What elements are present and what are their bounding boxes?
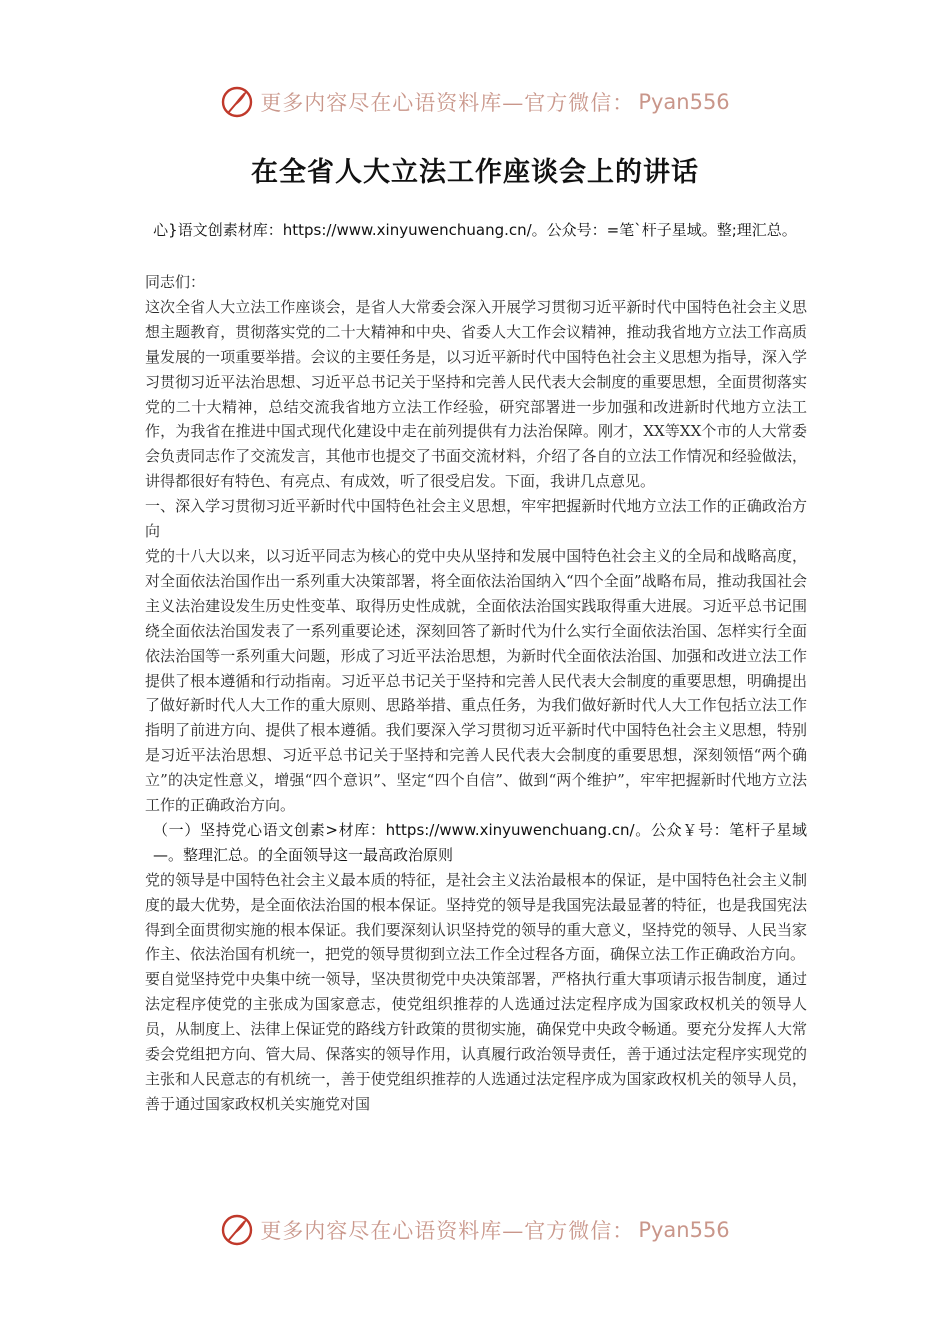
section-heading: 一、深入学习贯彻习近平新时代中国特色社会主义思想，牢牢把握新时代地方立法工作的正确政治方向	[145, 497, 807, 541]
banner-wechat-id: Pyan556	[638, 90, 730, 114]
banner-text: 更多内容尽在心语资料库—官方微信：	[260, 1219, 635, 1243]
paragraph: 党的领导是中国特色社会主义最本质的特征，是社会主义法治最根本的保证，是中国特色社会主义制度的最大优势，是全面依法治国的根本保证。坚持党的领导是我国宪法最显著的特征，也是我国宪法得到全面贯彻实施的根本保证。我们要深刻认识坚持党的领导的重大意义，坚持党的领导、人民当家作主、依法治国有机统一，把党的领导贯彻到立法工作全过程各方面，确保立法工作正确政治方向。	[145, 870, 807, 964]
footer-banner	[0, 1210, 950, 1250]
feather-logo-icon	[220, 85, 254, 119]
paragraph: 要自觉坚持党中央集中统一领导，坚决贯彻党中央决策部署，严格执行重大事项请示报告制度，通过法定程序使党的主张成为国家意志，使党组织推荐的人选通过法定程序成为国家政权机关的领导人员，从制度上、法律上保证党的路线方针政策的贯彻实施，确保党中央政令畅通。要充分发挥人大常委会党组把方向、管大局、保落实的领导作用，认真履行政治领导责任，善于通过法定程序实现党的主张和人民意志的有机统一，善于使党组织推荐的人选通过法定程序成为国家政权机关的领导人员，善于通过国家政权机关实施党对国	[145, 970, 807, 1113]
paragraph: 这次全省人大立法工作座谈会，是省人大常委会深入开展学习贯彻习近平新时代中国特色社会主义思想主题教育，贯彻落实党的二十大精神和中央、省委人大工作会议精神，推动我省地方立法工作高质量发展的一项重要举措。会议的主要任务是，以习近平新时代中国特色社会主义思想为指导，深入学习贯彻习近平法治思想、习近平总书记关于坚持和完善人民代表大会制度的重要思想，全面贯彻落实党的二十大精神，总结交流我省地方立法工作经验，研究部署进一步加强和改进新时代地方立法工作，为我省在推进中国式现代化建设中走在前列提供有力法治保障。刚才，XX等XX个市的人大常委会负责同志作了交流发言，其他市也提交了书面交流材料，介绍了各自的立法工作情况和经验做法，讲得都很好有特色、有亮点、有成效，听了很受启发。下面，我讲几点意见。	[145, 297, 807, 491]
page-title: 在全省人大立法工作座谈会上的讲话	[251, 157, 699, 188]
banner-wechat-id: Pyan556	[638, 1218, 730, 1242]
banner-text: 更多内容尽在心语资料库—官方微信：	[260, 91, 635, 115]
document-body	[145, 270, 807, 1117]
source-note: 心}语文创素材库：https://www.xinyuwenchuang.cn/。公众号：=笔`杆子星域。整;理汇总。	[153, 221, 797, 239]
subsection-heading: （一）坚持党心语文创素>材库：https://www.xinyuwenchuang.cn/。公众￥号：笔杆子星域—。整理汇总。的全面领导这一最高政治原则	[153, 820, 807, 864]
salutation: 同志们：	[145, 273, 206, 291]
header-banner	[0, 82, 950, 122]
feather-logo-icon	[220, 1213, 254, 1247]
paragraph: 党的十八大以来，以习近平同志为核心的党中央从坚持和发展中国特色社会主义的全局和战略高度，对全面依法治国作出一系列重大决策部署，将全面依法治国纳入“四个全面”战略布局，推动我国社会主义法治建设发生历史性变革、取得历史性成就，全面依法治国实践取得重大进展。习近平总书记围绕全面依法治国发表了一系列重要论述，深刻回答了新时代为什么实行全面依法治国、怎样实行全面依法治国等一系列重大问题，形成了习近平法治思想，为新时代全面依法治国、加强和改进立法工作提供了根本遵循和行动指南。习近平总书记关于坚持和完善人民代表大会制度的重要思想，明确提出了做好新时代人大工作的重大原则、思路举措、重点任务，为我们做好新时代人大工作包括立法工作指明了前进方向、提供了根本遵循。我们要深入学习贯彻习近平新时代中国特色社会主义思想，特别是习近平法治思想、习近平总书记关于坚持和完善人民代表大会制度的重要思想，深刻领悟“两个确立”的决定性意义，增强“四个意识”、坚定“四个自信”、做到“两个维护”，牢牢把握新时代地方立法工作的正确政治方向。	[145, 546, 807, 815]
